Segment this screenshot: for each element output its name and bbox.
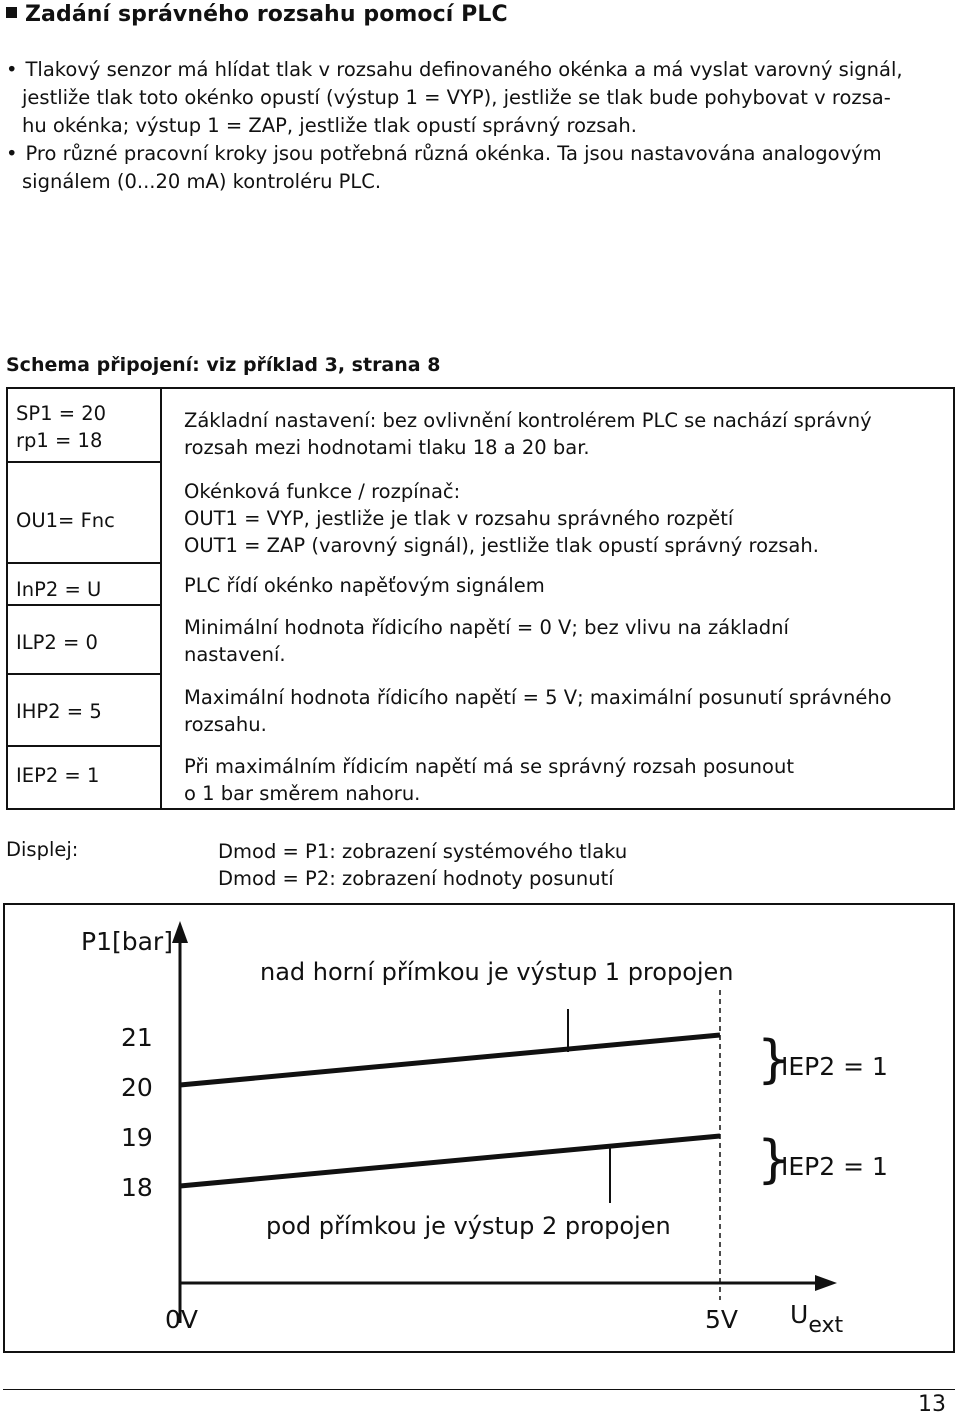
param-value: SP1 = 20: [16, 402, 107, 425]
intro-bullets: [6, 56, 958, 196]
param-value: InP2 = U: [16, 578, 102, 601]
row-separator: [8, 562, 160, 564]
x-axis-label-sub: ext: [808, 1313, 844, 1338]
param-value: ILP2 = 0: [16, 631, 98, 654]
lower-window-line: [180, 1136, 720, 1186]
upper-window-line: [180, 1035, 720, 1085]
param-description: Minimální hodnota řídicího napětí = 0 V; bez vlivu na základní nastavení.: [184, 616, 789, 666]
bullet-line: hu okénka; výstup 1 = ZAP, jestliže tlak opustí správný rozsah.: [22, 114, 637, 137]
lower-brace-icon: }: [757, 1130, 791, 1190]
bullet-line: jestliže tlak toto okénko opustí (výstup 1 = VYP), jestliže se tlak bude pohybovat v rozsa-: [22, 86, 891, 109]
bullet-dot-icon: •: [6, 58, 18, 81]
upper-brace-icon: }: [757, 1030, 791, 1090]
param-description: Okénková funkce / rozpínač: OUT1 = VYP, jestliže je tlak v rozsahu správného rozpětí OUT1 = ZAP (varovný signál), jestliže tlak opustí správný rozsah.: [184, 480, 819, 557]
row-separator: [8, 673, 160, 675]
y-axis-label: P1[bar]: [81, 927, 173, 956]
x-start-label: 0V: [165, 1305, 199, 1334]
param-value: OU1= Fnc: [16, 509, 115, 532]
row-separator: [8, 745, 160, 747]
y-tick-label: 19: [121, 1123, 153, 1152]
square-bullet-icon: [6, 7, 17, 18]
y-tick-label: 18: [121, 1173, 153, 1202]
param-description: Při maximálním řídicím napětí má se správný rozsah posunout o 1 bar směrem nahoru.: [184, 755, 794, 805]
row-separator: [8, 461, 160, 463]
window-diagram-svg: [5, 905, 955, 1353]
y-tick-label: 21: [121, 1023, 153, 1052]
param-description: Maximální hodnota řídicího napětí = 5 V; maximální posunutí správného rozsahu.: [184, 686, 892, 736]
param-value: IHP2 = 5: [16, 700, 102, 723]
display-mode-line: Dmod = P1: zobrazení systémového tlaku: [218, 840, 628, 863]
param-value: IEP2 = 1: [16, 764, 100, 787]
x-axis-label-main: U: [790, 1300, 809, 1329]
settings-table: [6, 387, 955, 810]
param-description: Základní nastavení: bez ovlivnění kontrolérem PLC se nachází správný rozsah mezi hodnotami tlaku 18 a 20 bar.: [184, 409, 872, 459]
y-tick-label: 20: [121, 1073, 153, 1102]
bullet-line: • Pro různé pracovní kroky jsou potřebná různá okénka. Ta jsou nastavována analogovým: [6, 142, 882, 165]
page-heading: [6, 2, 508, 27]
lower-annotation: pod přímkou je výstup 2 propojen: [266, 1212, 671, 1240]
param-description: PLC řídí okénko napěťovým signálem: [184, 574, 545, 597]
lower-brace-label: IEP2 = 1: [781, 1152, 888, 1181]
param-value: rp1 = 18: [16, 429, 103, 452]
display-mode-line: Dmod = P2: zobrazení hodnoty posunutí: [218, 867, 614, 890]
bullet-line: signálem (0...20 mA) kontroléru PLC.: [22, 170, 382, 193]
bullet-line: • Tlakový senzor má hlídat tlak v rozsahu definovaného okénka a má vyslat varovný signál,: [6, 58, 903, 81]
bullet-dot-icon: •: [6, 142, 18, 165]
table-divider: [160, 389, 162, 808]
upper-annotation: nad horní přímkou je výstup 1 propojen: [260, 958, 734, 986]
row-separator: [8, 604, 160, 606]
window-diagram: [3, 903, 955, 1353]
schema-title: Schema připojení: viz příklad 3, strana 8: [6, 354, 441, 376]
footer-rule: [3, 1389, 955, 1390]
page-heading-text: Zadání správného rozsahu pomocí PLC: [25, 2, 508, 27]
upper-brace-label: IEP2 = 1: [781, 1052, 888, 1081]
display-label: Displej:: [6, 838, 79, 861]
x-end-label: 5V: [705, 1305, 739, 1334]
page-number: 13: [918, 1392, 946, 1417]
x-axis-label: [790, 1300, 843, 1338]
display-modes: [218, 838, 627, 892]
